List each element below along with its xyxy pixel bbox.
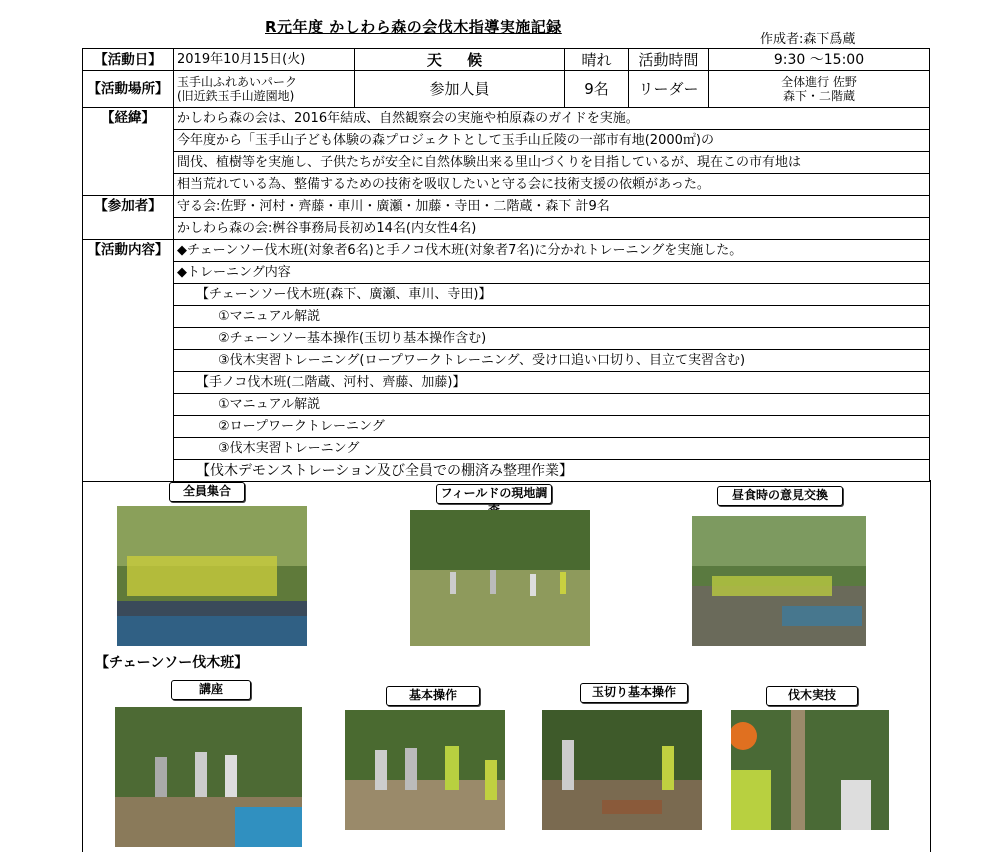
activity-line: ◆チェーンソー伐木班(対象者6名)と手ノコ伐木班(対象者7名)に分かれトレーニングを実施した。 <box>174 240 930 262</box>
leader-label: リーダー <box>629 71 709 108</box>
activity-line: ③伐木実習トレーニング(ロープワークトレーニング、受け口追い口切り、目立て実習含む) <box>174 350 930 372</box>
leader-line1: 全体進行 佐野 <box>781 75 857 89</box>
attendees-label: 【参加者】 <box>83 196 174 240</box>
photo-area <box>82 480 931 852</box>
background-label: 【経緯】 <box>83 108 174 196</box>
photo-bucking-operation <box>542 710 702 830</box>
place-line1: 玉手山ふれあいパーク <box>177 75 298 89</box>
place-line2: (旧近鉄玉手山遊園地) <box>177 89 295 103</box>
photo-caption: 玉切り基本操作 <box>580 683 688 703</box>
weather-label: 天 候 <box>355 49 565 71</box>
background-line: 今年度から「玉手山子ども体験の森プロジェクトとして玉手山丘陵の一部市有地(2000㎡)の <box>174 130 930 152</box>
place-value <box>174 71 355 108</box>
section-title: 【チェーンソー伐木班】 <box>95 655 249 671</box>
activity-line: 【手ノコ伐木班(二階蔵、河村、齊藤、加藤)】 <box>174 372 930 394</box>
background-line: かしわら森の会は、2016年結成、自然観察会の実施や柏原森のガイドを実施。 <box>174 108 930 130</box>
activity-line: ◆トレーニング内容 <box>174 262 930 284</box>
photo-lunch-discussion <box>692 516 866 646</box>
photo-basic-operation <box>345 710 505 830</box>
photo-lecture <box>115 707 302 847</box>
weather-value: 晴れ <box>565 49 629 71</box>
photo-felling-practice <box>731 710 889 830</box>
activity-line: ①マニュアル解説 <box>174 394 930 416</box>
photo-caption: 伐木実技 <box>766 686 858 706</box>
activity-line: ②ロープワークトレーニング <box>174 416 930 438</box>
time-value: 9:30 〜15:00 <box>709 49 930 71</box>
date-label: 【活動日】 <box>83 49 174 71</box>
activity-line: 【チェーンソー伐木班(森下、廣瀬、車川、寺田)】 <box>174 284 930 306</box>
participants-label: 参加人員 <box>355 71 565 108</box>
photo-field-survey <box>410 510 590 646</box>
photo-caption: 昼食時の意見交換 <box>717 486 843 506</box>
record-table <box>82 48 930 482</box>
time-label: 活動時間 <box>629 49 709 71</box>
activities-label: 【活動内容】 <box>83 240 174 482</box>
activity-line: 【伐木デモンストレーション及び全員での棚済み整理作業】 <box>174 460 930 482</box>
background-line: 相当荒れている為、整備するための技術を吸収したいと守る会に技術支援の依頼があった。 <box>174 174 930 196</box>
background-line: 間伐、植樹等を実施し、子供たちが安全に自然体験出来る里山づくりを目指しているが、現在この市有地は <box>174 152 930 174</box>
activity-line: ①マニュアル解説 <box>174 306 930 328</box>
photo-group-assembly <box>117 506 307 646</box>
participants-value: 9名 <box>565 71 629 108</box>
photo-caption: 全員集合 <box>169 482 245 502</box>
leader-value <box>709 71 930 108</box>
activity-line: ③伐木実習トレーニング <box>174 438 930 460</box>
attendees-line: 守る会:佐野・河村・齊藤・車川・廣瀬・加藤・寺田・二階蔵・森下 計9名 <box>174 196 930 218</box>
photo-caption: フィールドの現地調 <box>436 484 552 504</box>
attendees-line: かしわら森の会:桝谷事務局長初め14名(内女性4名) <box>174 218 930 240</box>
activity-line: ②チェーンソー基本操作(玉切り基本操作含む) <box>174 328 930 350</box>
photo-caption: 講座 <box>171 680 251 700</box>
place-label: 【活動場所】 <box>83 71 174 108</box>
photo-caption: 基本操作 <box>386 686 480 706</box>
document-title: R元年度 かしわら森の会伐木指導実施記録 <box>265 18 562 36</box>
author: 作成者:森下爲蔵 <box>760 32 856 47</box>
date-value: 2019年10月15日(火) <box>174 49 355 71</box>
leader-line2: 森下・二階蔵 <box>782 89 855 103</box>
